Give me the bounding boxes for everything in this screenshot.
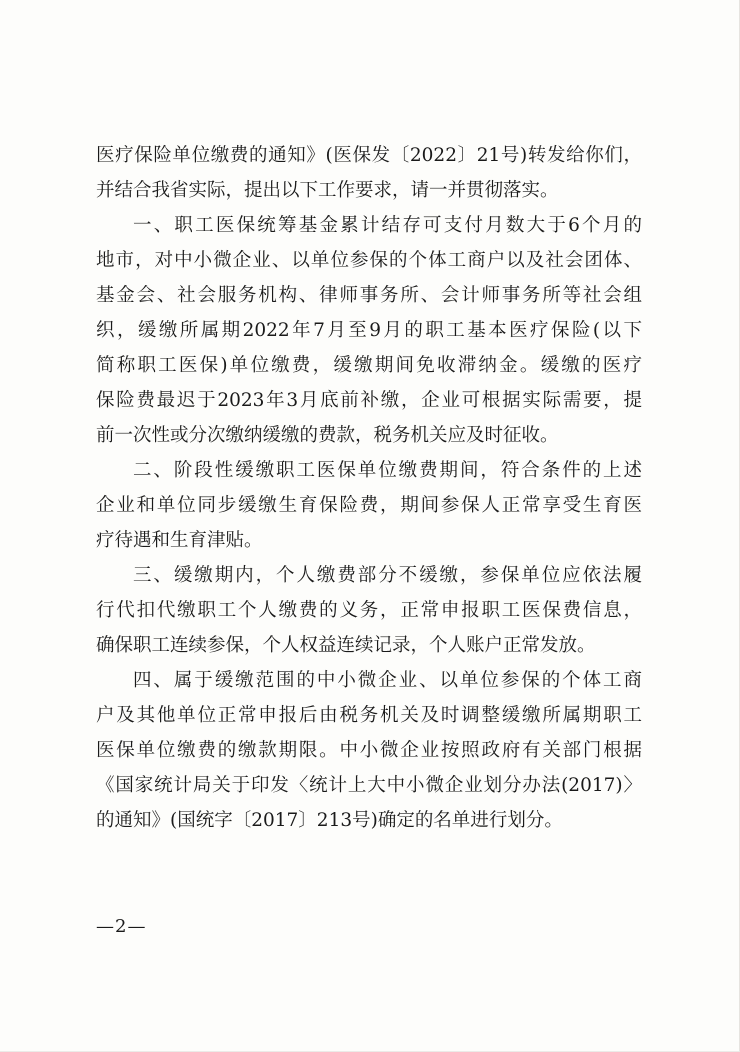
text-line: 四、属于缓缴范围的中小微企业、以单位参保的个体工商 xyxy=(133,670,642,691)
text-line: 简称职工医保)单位缴费，缓缴期间免收滞纳金。缓缴的医疗 xyxy=(96,355,642,376)
page-number: —2— xyxy=(96,916,147,937)
text-line: 地市，对中小微企业、以单位参保的个体工商户以及社会团体、 xyxy=(96,250,642,271)
text-line: 户及其他单位正常申报后由税务机关及时调整缓缴所属期职工 xyxy=(96,705,642,726)
text-line: 《国家统计局关于印发〈统计上大中小微企业划分办法(2017)〉 xyxy=(96,775,642,796)
text-line: 一、职工医保统筹基金累计结存可支付月数大于6个月的 xyxy=(133,215,642,236)
text-line: 医疗保险单位缴费的通知》(医保发〔2022〕21号)转发给你们， xyxy=(96,145,642,166)
text-line: 确保职工连续参保，个人权益连续记录，个人账户正常发放。 xyxy=(96,635,596,656)
text-line: 行代扣代缴职工个人缴费的义务，正常申报职工医保费信息， xyxy=(96,600,642,621)
text-line: 基金会、社会服务机构、律师事务所、会计师事务所等社会组 xyxy=(96,285,642,306)
text-line: 企业和单位同步缓缴生育保险费，期间参保人正常享受生育医 xyxy=(96,495,642,516)
text-line: 三、缓缴期内，个人缴费部分不缓缴，参保单位应依法履 xyxy=(133,565,642,586)
text-line: 的通知》(国统字〔2017〕213号)确定的名单进行划分。 xyxy=(96,810,563,831)
text-line: 疗待遇和生育津贴。 xyxy=(96,530,263,551)
body-text xyxy=(96,138,642,838)
text-line: 二、阶段性缓缴职工医保单位缴费期间，符合条件的上述 xyxy=(133,460,642,481)
text-line: 织，缓缴所属期2022年7月至9月的职工基本医疗保险(以下 xyxy=(96,320,642,341)
text-line: 前一次性或分次缴纳缓缴的费款，税务机关应及时征收。 xyxy=(96,425,559,446)
text-line: 保险费最迟于2023年3月底前补缴，企业可根据实际需要，提 xyxy=(96,390,642,411)
text-line: 医保单位缴费的缴款期限。中小微企业按照政府有关部门根据 xyxy=(96,740,642,761)
text-line: 并结合我省实际，提出以下工作要求，请一并贯彻落实。 xyxy=(96,180,559,201)
